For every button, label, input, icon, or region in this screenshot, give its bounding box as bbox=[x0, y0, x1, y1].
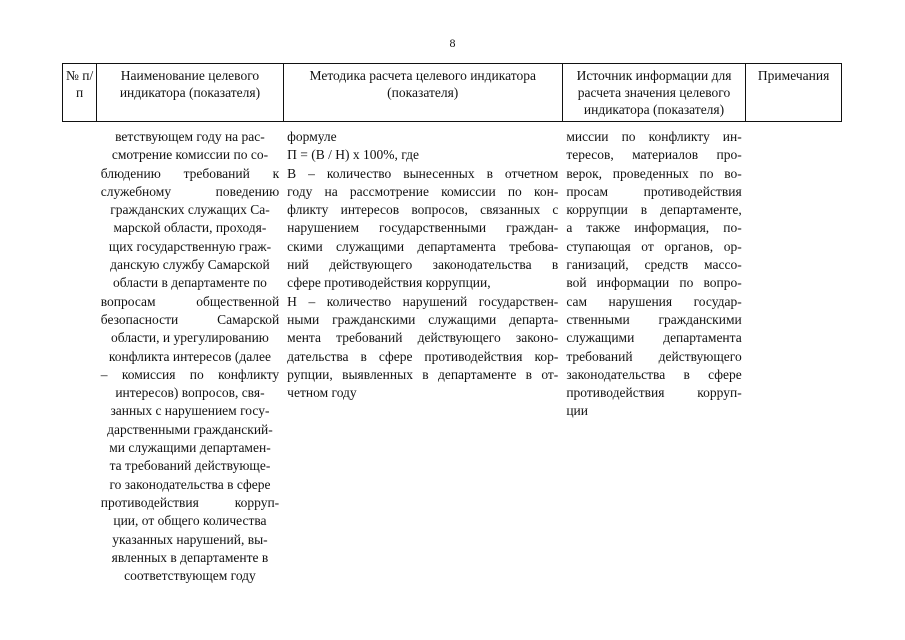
indicator-name-line: области в департаменте по bbox=[112, 275, 267, 291]
calculation-method-line: сфере противодействия коррупции, bbox=[287, 275, 491, 291]
cell-information-source bbox=[562, 122, 745, 586]
header-information-source: Источник информации для расчета значения целевого индикатора (показателя) bbox=[562, 64, 745, 122]
indicator-name-text bbox=[101, 128, 279, 585]
information-source-line: служащими департамента bbox=[566, 330, 742, 346]
information-source-line: вой информации по вопро- bbox=[566, 275, 742, 291]
calculation-method-line: рупции, выявленных в департаменте в от- bbox=[287, 366, 559, 382]
calculation-method-line: формуле bbox=[287, 129, 337, 144]
indicator-name-line: явленных в департаменте в bbox=[111, 549, 269, 565]
indicator-name-line: конфликта интересов (далее bbox=[108, 348, 272, 364]
indicator-name-line: противодействия корруп- bbox=[100, 494, 280, 510]
information-source-line: просам противодействия bbox=[566, 183, 742, 199]
indicator-name-line: – комиссия по конфликту bbox=[100, 366, 280, 382]
calculation-method-line: ными гражданскими служащими департа- bbox=[287, 311, 559, 327]
page-number: 8 bbox=[449, 36, 456, 50]
calculation-method-line: дательства в сфере противодействия кор- bbox=[287, 348, 559, 364]
indicator-name-line: гражданских служащих Са- bbox=[110, 202, 270, 218]
table-row bbox=[63, 122, 842, 586]
indicator-name-line: блюдению требований к bbox=[100, 165, 280, 181]
indicator-name-line: безопасности Самарской bbox=[100, 311, 280, 327]
header-number: № п/п bbox=[63, 64, 97, 122]
calculation-method-line: П = (В / Н) х 100%, где bbox=[287, 147, 420, 163]
calculation-method-line: четном году bbox=[287, 385, 357, 401]
calculation-method-line: скими служащими департамента требова- bbox=[287, 238, 559, 254]
indicator-name-line: занных с нарушением госу- bbox=[110, 403, 270, 419]
information-source-line: ственными гражданскими bbox=[566, 311, 742, 327]
calculation-method-line: Н – количество нарушений государствен- bbox=[287, 293, 559, 309]
cell-indicator-name bbox=[97, 122, 283, 586]
information-source-text bbox=[566, 128, 741, 421]
cell-notes bbox=[746, 122, 842, 586]
calculation-method-line: фликту интересов вопросов, связанных с bbox=[287, 202, 559, 218]
indicator-name-line: марской области, проходя- bbox=[113, 220, 267, 236]
information-source-line: требований действующего bbox=[566, 348, 742, 364]
calculation-method-line: мента требований действующего законо- bbox=[287, 330, 559, 346]
indicator-name-line: служебному поведению bbox=[100, 183, 280, 199]
indicator-name-line: го законодательства в сфере bbox=[109, 476, 271, 492]
indicator-name-line: ми служащими департамен- bbox=[109, 440, 271, 456]
information-source-line: законодательства в сфере bbox=[566, 366, 742, 382]
indicator-name-line: щих государственную граж- bbox=[108, 238, 272, 254]
indicator-name-line: интересов) вопросов, свя- bbox=[115, 385, 265, 401]
indicator-name-line: данскую службу Самарской bbox=[110, 257, 270, 273]
calculation-method-line: ний действующего законодательства в bbox=[287, 257, 559, 273]
indicator-name-line: ции, от общего количества bbox=[113, 513, 267, 529]
indicator-name-line: вопросам общественной bbox=[100, 293, 280, 309]
indicator-name-line: та требований действующе- bbox=[109, 458, 271, 474]
indicator-name-line: соответствующем году bbox=[124, 568, 256, 584]
indicator-name-line: дарственными гражданский- bbox=[107, 421, 273, 437]
information-source-line: коррупции в департаменте, bbox=[566, 202, 742, 218]
information-source-line: а также информация, по- bbox=[566, 220, 742, 236]
information-source-line: противодействия корруп- bbox=[566, 385, 742, 401]
table-header-row bbox=[63, 64, 842, 122]
calculation-method-line: году на рассмотрение комиссии по кон- bbox=[287, 183, 559, 199]
header-notes: Примечания bbox=[746, 64, 842, 122]
indicator-name-line: области, и урегулированию bbox=[111, 330, 269, 346]
calculation-method-text bbox=[287, 128, 558, 402]
information-source-line: ции bbox=[566, 403, 588, 419]
indicator-name-line: указанных нарушений, вы- bbox=[112, 531, 268, 547]
header-calculation-method: Методика расчета целевого индикатора (показателя) bbox=[283, 64, 562, 122]
information-source-line: миссии по конфликту ин- bbox=[566, 129, 742, 144]
cell-number bbox=[63, 122, 97, 586]
information-source-line: ступающая от органов, ор- bbox=[566, 238, 742, 254]
calculation-method-line: В – количество вынесенных в отчетном bbox=[287, 165, 559, 181]
header-indicator-name: Наименование целевого индикатора (показателя) bbox=[97, 64, 283, 122]
calculation-method-line: нарушением государственными граждан- bbox=[287, 220, 559, 236]
indicator-name-line: смотрение комиссии по со- bbox=[111, 147, 269, 163]
information-source-line: верок, проведенных по во- bbox=[566, 165, 742, 181]
information-source-line: ганизаций, средств массо- bbox=[566, 257, 742, 273]
indicator-name-line: ветствующем году на рас- bbox=[115, 129, 265, 144]
indicator-table bbox=[62, 63, 842, 585]
information-source-line: тересов, материалов про- bbox=[566, 147, 742, 163]
cell-calculation-method bbox=[283, 122, 562, 586]
information-source-line: сам нарушения государ- bbox=[566, 293, 742, 309]
